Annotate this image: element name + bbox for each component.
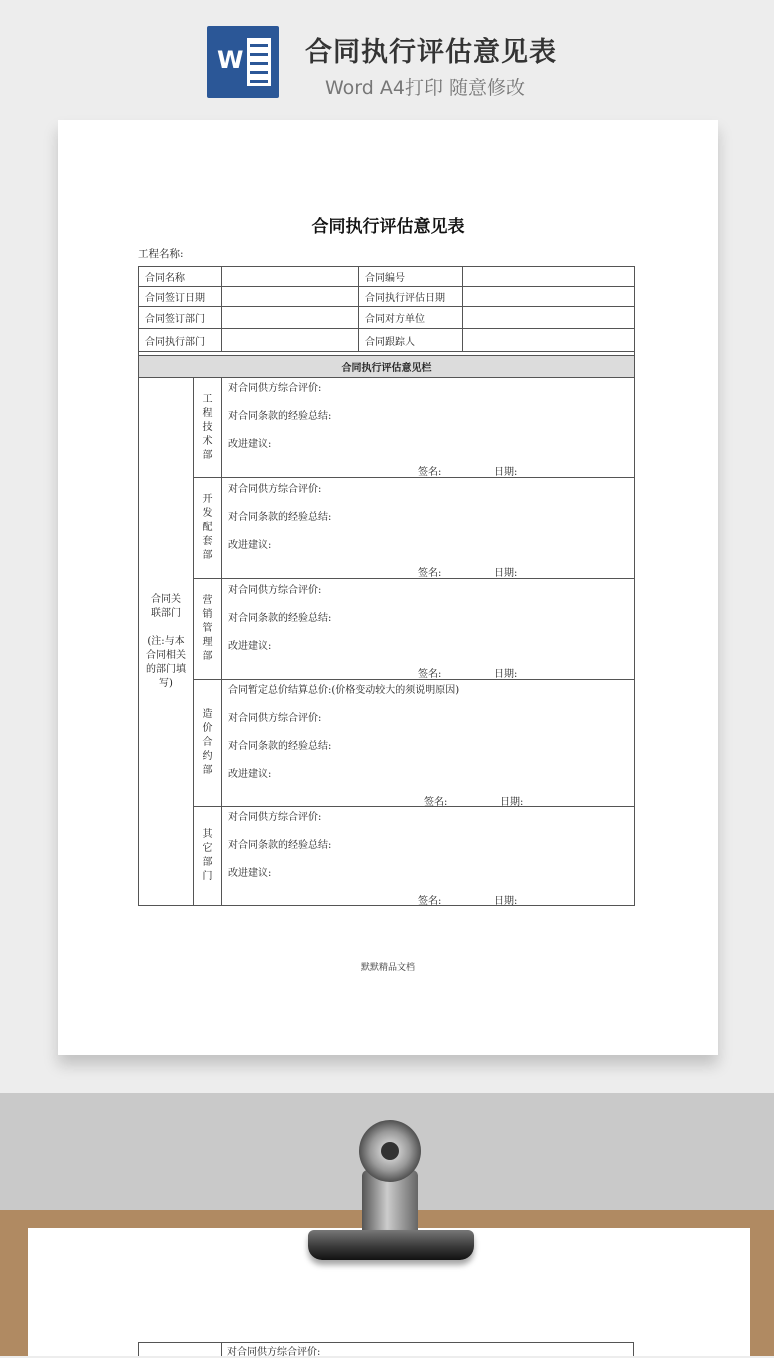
info-row [139, 287, 635, 307]
banner-subtitle: Word A4打印 随意修改 [325, 77, 526, 99]
sign-label: 签名: [418, 568, 442, 579]
dept-name: 其它部门 [202, 829, 213, 882]
sign-label: 签名: [424, 797, 448, 808]
preview-table-cell [139, 1343, 222, 1356]
info-value-cell[interactable] [222, 329, 359, 352]
document-footer: 默默精品文档 [360, 963, 415, 973]
opinion-line: 对合同条款的经验总结: [228, 512, 332, 523]
related-dept-cell [139, 378, 194, 906]
info-value-cell[interactable] [222, 307, 359, 329]
dept-name: 开发配套部 [202, 494, 213, 561]
dept-name: 营销管理部 [202, 595, 213, 662]
word-icon [207, 26, 279, 98]
document-page [58, 120, 718, 1055]
dept-name-cell [194, 579, 222, 680]
date-label: 日期: [500, 797, 524, 808]
opinion-cell[interactable] [222, 680, 635, 807]
dept-name-cell [194, 807, 222, 906]
info-label: 合同编号 [359, 267, 463, 287]
binder-clip-icon [308, 1230, 474, 1260]
info-value-cell[interactable] [222, 267, 359, 287]
opinion-line: 对合同供方综合评价: [228, 383, 322, 394]
opinion-cell[interactable] [222, 378, 635, 478]
sign-label: 签名: [418, 896, 442, 907]
info-row [139, 307, 635, 329]
date-label: 日期: [494, 896, 518, 907]
sign-label: 签名: [418, 467, 442, 478]
section-header: 合同执行评估意见栏 [139, 356, 635, 378]
preview-opinion-line: 对合同供方综合评价: [227, 1347, 321, 1358]
opinion-line: 改进建议: [228, 540, 272, 551]
opinion-line: 对合同供方综合评价: [228, 812, 322, 823]
binder-clip-ring [359, 1120, 421, 1182]
opinion-cell[interactable] [222, 579, 635, 680]
info-label: 合同跟踪人 [359, 329, 463, 352]
date-label: 日期: [494, 467, 518, 478]
info-value-cell[interactable] [222, 287, 359, 307]
related-dept-note: (注:与本合同相关的部门填写) [146, 635, 186, 689]
word-icon-letter: W [217, 46, 244, 74]
info-label: 合同名称 [139, 267, 222, 287]
sign-label: 签名: [418, 669, 442, 680]
info-row [139, 267, 635, 287]
info-value-cell[interactable] [463, 329, 635, 352]
opinion-cell[interactable] [222, 478, 635, 579]
dept-name-cell [194, 478, 222, 579]
opinion-line: 改进建议: [228, 868, 272, 879]
dept-name-cell [194, 378, 222, 478]
dept-name-cell [194, 680, 222, 807]
info-value-cell[interactable] [463, 287, 635, 307]
opinion-line: 改进建议: [228, 439, 272, 450]
info-label: 合同执行评估日期 [359, 287, 463, 307]
preview-table-edge [138, 1342, 634, 1356]
date-label: 日期: [494, 568, 518, 579]
info-label: 合同执行部门 [139, 329, 222, 352]
opinion-line: 合同暂定总价结算总价:(价格变动较大的须说明原因) [228, 685, 460, 696]
info-value-cell[interactable] [463, 267, 635, 287]
info-row [139, 329, 635, 352]
info-label: 合同签订部门 [139, 307, 222, 329]
word-icon-sheet [247, 38, 271, 86]
top-banner [0, 0, 774, 110]
evaluation-form-table [138, 266, 635, 906]
opinion-line: 对合同供方综合评价: [228, 484, 322, 495]
document-title: 合同执行评估意见表 [311, 217, 465, 237]
opinion-line: 对合同条款的经验总结: [228, 840, 332, 851]
dept-name: 造价合约部 [202, 709, 213, 776]
related-dept-label: 合同关联部门 [151, 593, 181, 619]
project-name-label: 工程名称: [138, 248, 184, 260]
dept-name: 工程技术部 [202, 393, 213, 461]
opinion-line: 改进建议: [228, 769, 272, 780]
opinion-line: 对合同供方综合评价: [228, 585, 322, 596]
opinion-line: 对合同条款的经验总结: [228, 741, 332, 752]
info-label: 合同签订日期 [139, 287, 222, 307]
opinion-line: 对合同供方综合评价: [228, 713, 322, 724]
opinion-cell[interactable] [222, 807, 635, 906]
opinion-line: 对合同条款的经验总结: [228, 613, 332, 624]
date-label: 日期: [494, 669, 518, 680]
info-label: 合同对方单位 [359, 307, 463, 329]
info-value-cell[interactable] [463, 307, 635, 329]
banner-title: 合同执行评估意见表 [305, 37, 557, 68]
opinion-line: 对合同条款的经验总结: [228, 411, 332, 422]
opinion-line: 改进建议: [228, 641, 272, 652]
